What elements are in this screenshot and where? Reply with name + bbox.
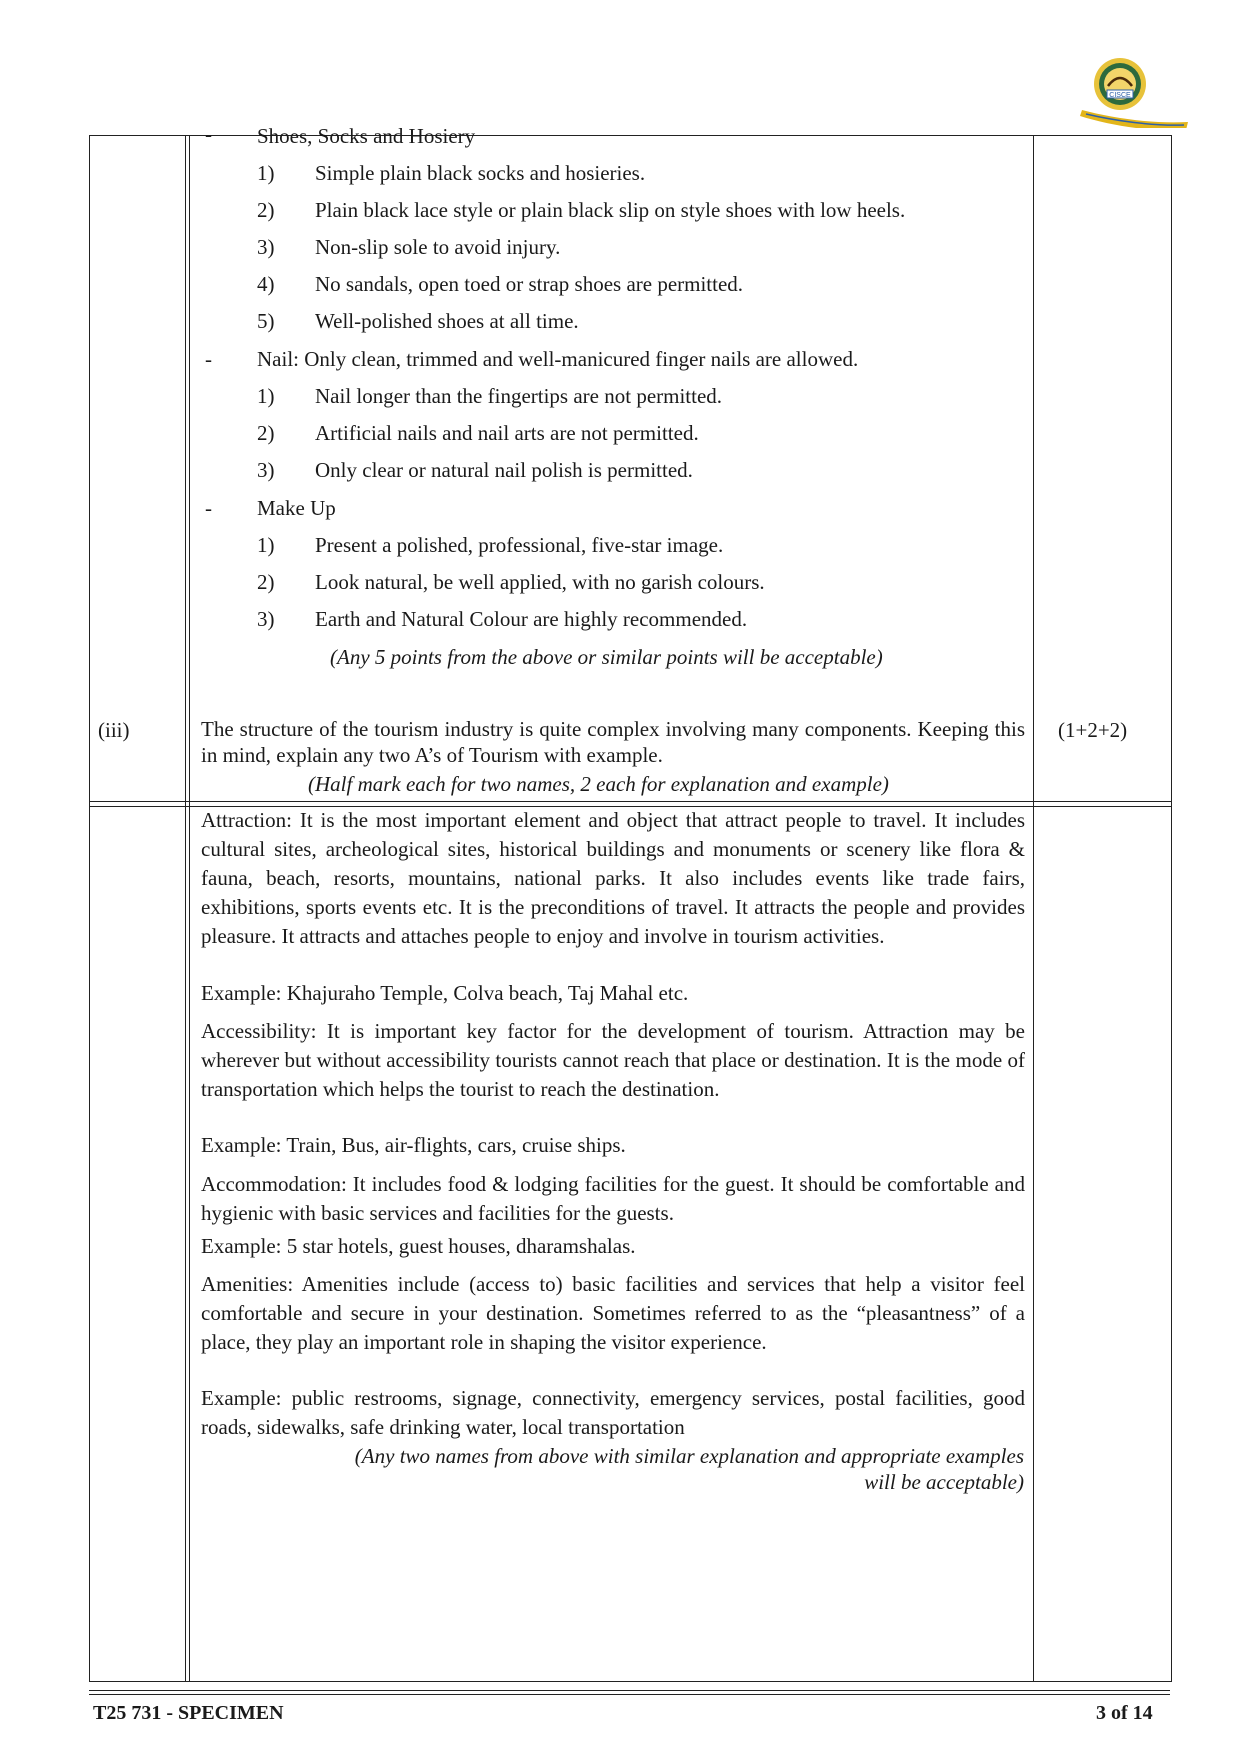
- answer-amenities: Amenities: Amenities include (access to) basic facilities and services that help a visitor feel comfortable and secure in your destination. Sometimes referred to as the “pleasantness” of a place, they play an important role in shaping the visitor experience.: [201, 1272, 1025, 1354]
- answer-attraction: Attraction: It is the most important element and object that attract people to travel. It includes cultural sites, archeological sites, historical buildings and monuments or scenery like flora & fauna, beach, resorts, mountains, national parks. It also includes events like trade fairs, exhibitions, sports events etc. It is the preconditions of travel. It attracts the people and provides pleasure. It attracts and attaches people to enjoy and involve in tourism activities.: [201, 808, 1025, 948]
- row-divider: [90, 801, 1171, 802]
- answer-accommodation: Accommodation: It includes food & lodging facilities for the guest. It should be comfortable and hygienic with basic services and facilities for the guests.: [201, 1172, 1025, 1225]
- item-text: No sandals, open toed or strap shoes are permitted.: [315, 272, 744, 296]
- column-divider: [1033, 136, 1034, 1681]
- answer-example: Example: 5 star hotels, guest houses, dharamshalas.: [201, 1234, 636, 1258]
- answer-table: [89, 122, 1172, 1682]
- item-number: 2): [257, 421, 275, 445]
- bullet-dash: -: [205, 347, 212, 371]
- item-text: Simple plain black socks and hosieries.: [315, 161, 646, 185]
- footer-rule: [89, 1694, 1170, 1695]
- item-text: Well-polished shoes at all time.: [315, 309, 579, 333]
- item-text: Present a polished, professional, five-star image.: [315, 533, 724, 557]
- item-number: 2): [257, 198, 275, 222]
- item-number: 4): [257, 272, 275, 296]
- cisce-logo-icon: [1072, 52, 1190, 128]
- group-heading: Make Up: [257, 496, 336, 520]
- logo-text: CISCE: [1109, 92, 1131, 99]
- item-number: 3): [257, 458, 275, 482]
- closing-note: (Any two names from above with similar explanation and appropriate examples: [354, 1444, 1024, 1468]
- question-marks: (1+2+2): [1058, 718, 1128, 742]
- question-number: (iii): [98, 718, 130, 742]
- bullet-dash: -: [205, 122, 212, 146]
- item-text: Only clear or natural nail polish is permitted.: [315, 458, 693, 482]
- question-text: The structure of the tourism industry is quite complex involving many components. Keeping this in mind, explain any two A’s of Tourism with example.: [201, 717, 1025, 767]
- item-number: 1): [257, 384, 275, 408]
- document-code: T25 731 - SPECIMEN: [93, 1702, 284, 1724]
- column-divider: [185, 136, 186, 1681]
- group-heading: Nail: Only clean, trimmed and well-manicured finger nails are allowed.: [257, 347, 859, 371]
- item-number: 3): [257, 607, 275, 631]
- item-text: Look natural, be well applied, with no garish colours.: [315, 570, 765, 594]
- marking-note: (Any 5 points from the above or similar points will be acceptable): [330, 645, 883, 669]
- footer-rule: [89, 1690, 1170, 1691]
- item-text: Artificial nails and nail arts are not permitted.: [315, 421, 699, 445]
- bullet-dash: -: [205, 496, 212, 520]
- item-text: Earth and Natural Colour are highly recommended.: [315, 607, 748, 631]
- answer-example: Example: public restrooms, signage, connectivity, emergency services, postal facilities, good roads, sidewalks, safe drinking water, local transportation: [201, 1386, 1025, 1439]
- answer-example: Example: Train, Bus, air-flights, cars, cruise ships.: [201, 1133, 626, 1157]
- closing-note: will be acceptable): [864, 1470, 1024, 1494]
- item-text: Non-slip sole to avoid injury.: [315, 235, 561, 259]
- answer-accessibility: Accessibility: It is important key factor for the development of tourism. Attraction may be wherever but without accessibility tourists cannot reach that place or destination. It is the mode of transportation which helps the tourist to reach the destination.: [201, 1019, 1025, 1101]
- item-text: Plain black lace style or plain black slip on style shoes with low heels.: [315, 198, 906, 222]
- item-text: Nail longer than the fingertips are not permitted.: [315, 384, 723, 408]
- answer-example: Example: Khajuraho Temple, Colva beach, Taj Mahal etc.: [201, 981, 689, 1005]
- column-divider: [189, 136, 190, 1681]
- item-number: 5): [257, 309, 275, 333]
- marking-scheme: (Half mark each for two names, 2 each for explanation and example): [308, 772, 889, 796]
- item-number: 2): [257, 570, 275, 594]
- item-number: 1): [257, 161, 275, 185]
- page-number: 3 of 14: [1096, 1702, 1153, 1724]
- item-number: 3): [257, 235, 275, 259]
- group-heading: Shoes, Socks and Hosiery: [257, 124, 476, 148]
- item-number: 1): [257, 533, 275, 557]
